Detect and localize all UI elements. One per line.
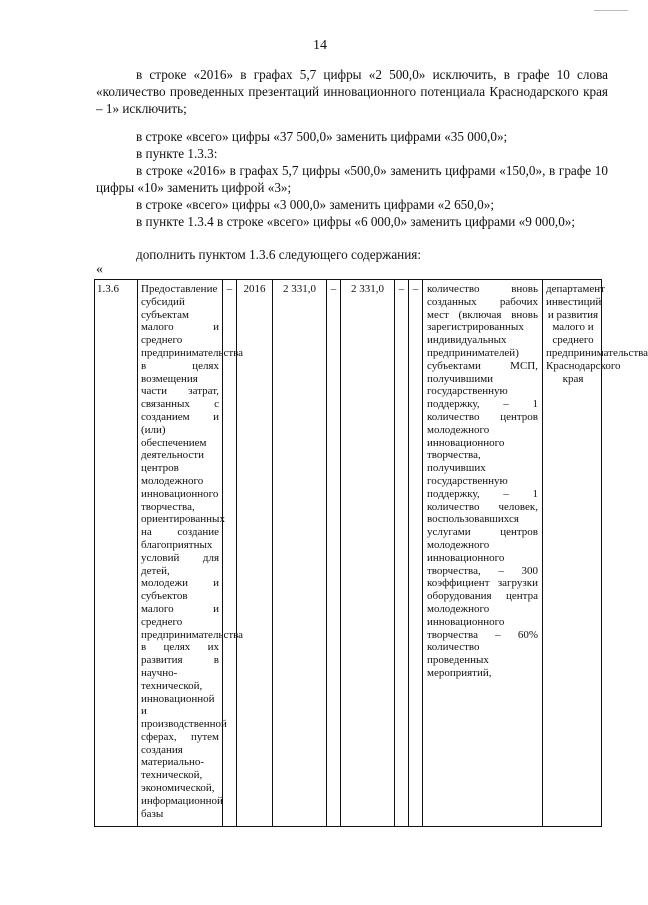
table-cell-number: 1.3.6 (95, 280, 138, 826)
paragraph: в пункте 1.3.3: (136, 146, 218, 161)
amendment-table (94, 279, 648, 827)
paragraph: в строке «всего» цифры «37 500,0» заменить цифрами «35 000,0»; (136, 129, 508, 144)
table-cell-dash: – (409, 280, 423, 826)
table-cell-responsible: департамент инвестиций и развития малого и среднего предпринимательства Краснодарского края (546, 283, 648, 385)
table-cell-dash: – (327, 280, 341, 826)
paragraph: в пункте 1.3.4 в строке «всего» цифры «6 000,0» заменить цифрами «9 000,0»; (136, 214, 576, 229)
table-cell-indicators: количество вновь созданных рабочих мест (включая вновь зарегистрированных индивидуальных предпринимателей) субъектами МСП, получившими государственную поддержку, – 1 количество центров молодежного инновационного творчества, получивших государственную поддержку, – 1 количество человек, воспользовавшихся услугами центров молодежного инновационного творчества, – 300 коэффициент загрузки оборудования центра молодежного инновационного творчества – 60% количество проведенных мероприятий, (423, 280, 543, 826)
table-cell-dash: – (395, 280, 409, 826)
paragraph: в строке «2016» в графах 5,7 цифры «500,0» заменить цифрами «150,0», в графе 10 цифры «10» заменить цифрой «3»; (96, 163, 608, 195)
table-cell-total: 2 331,0 (273, 280, 327, 826)
table-cell-description: Предоставление субсидий субъектам малого и среднего предпринимательства в целях возмещения части затрат, связанных с созданием и (или) обеспечением деятельности центров молодежного инновационного творчества, ориентированных на создание благоприятных условий для детей, молодежи и субъектов малого и среднего предпринимательства в целях их развития в научно-технической, инновационной и производственной сферах, путем создания материально-технической, экономической, информационной базы (138, 280, 223, 826)
paragraph: дополнить пунктом 1.3.6 следующего содержания: (136, 247, 422, 262)
paragraph: в строке «2016» в графах 5,7 цифры «2 500,0» исключить, в графе 10 слова «количество проведенных презентаций инновационного потенциала Краснодарского края – 1» исключить; (96, 67, 608, 116)
scan-corner-mark (594, 10, 628, 11)
page-number: 14 (313, 38, 327, 53)
paragraph: в строке «всего» цифры «3 000,0» заменить цифрами «2 650,0»; (136, 197, 495, 212)
table-cell-value: 2 331,0 (341, 280, 395, 826)
table-cell-year: 2016 (237, 280, 273, 826)
opening-quote: « (96, 262, 103, 277)
table-cell-dash: – (223, 280, 237, 826)
